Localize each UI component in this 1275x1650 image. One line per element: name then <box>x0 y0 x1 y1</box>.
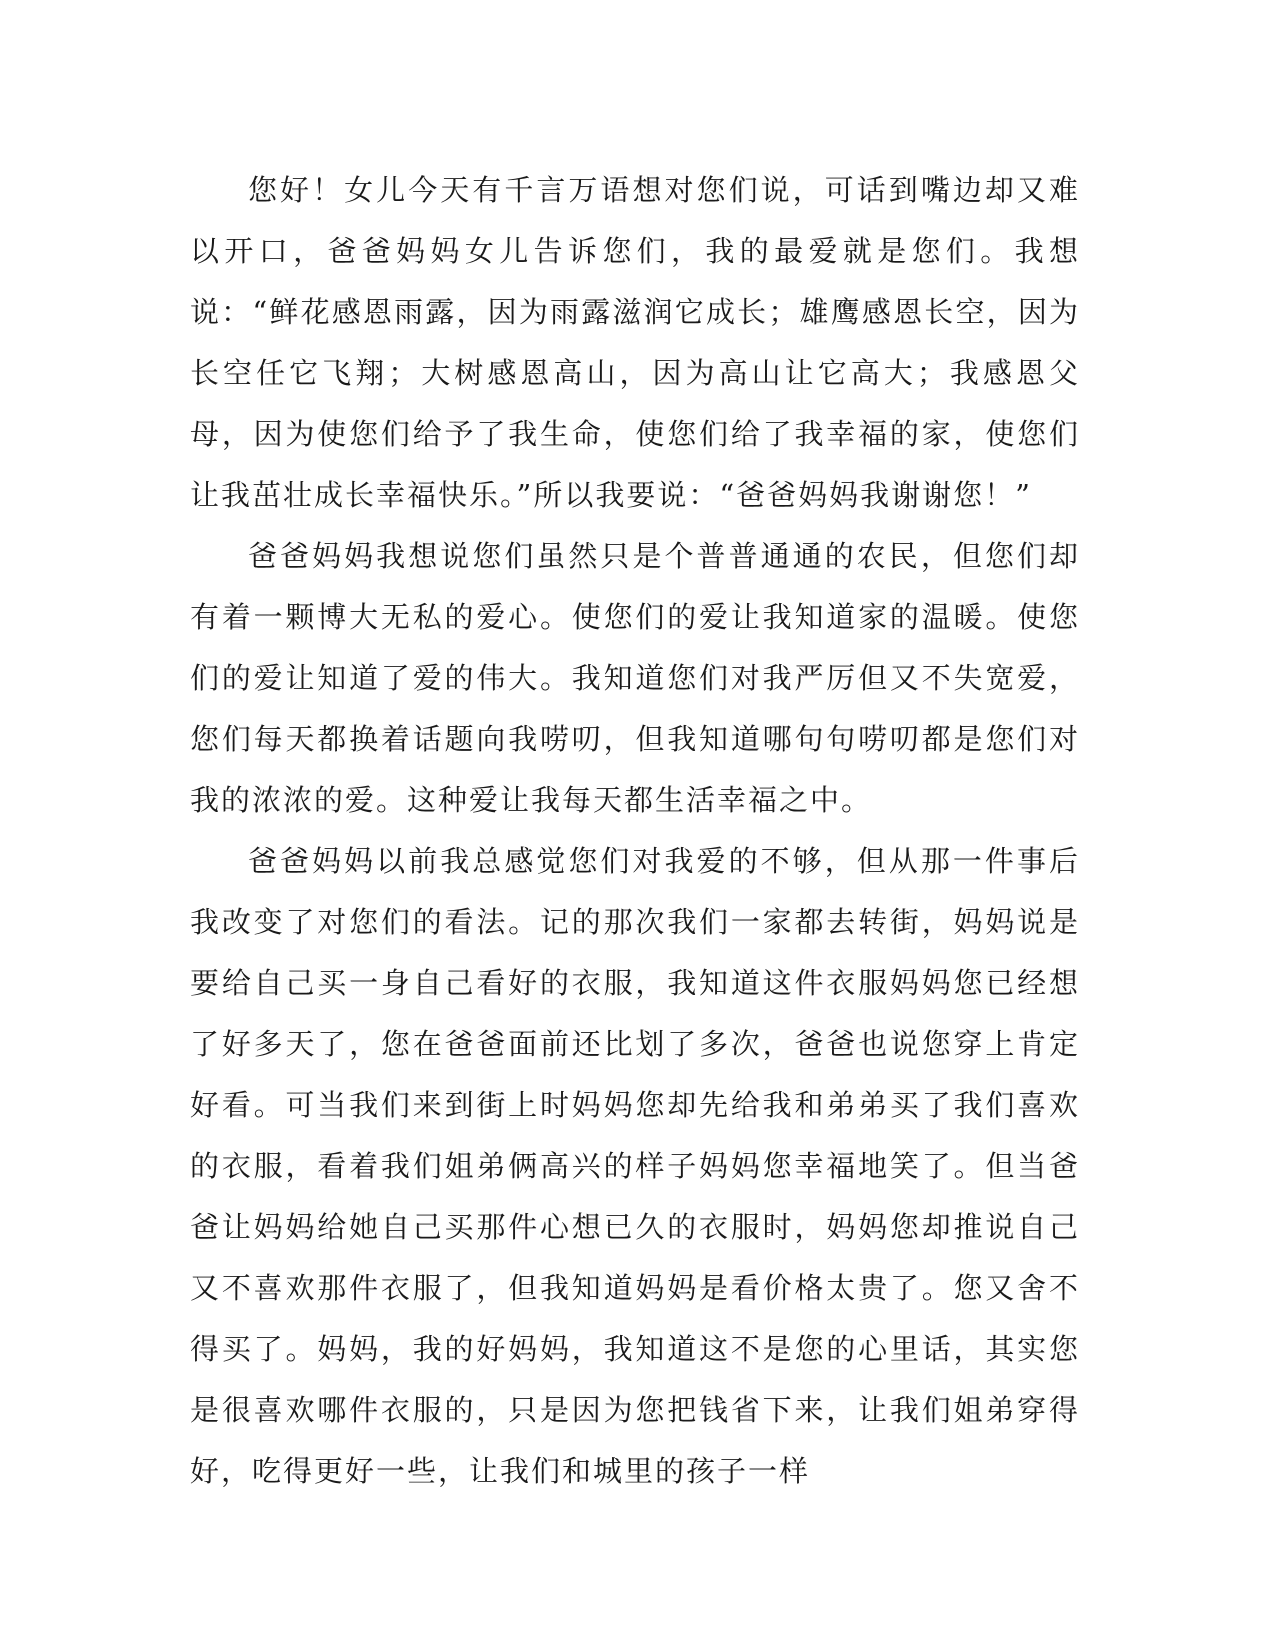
document-body <box>190 160 1080 1502</box>
paragraph-1: 您好！女儿今天有千言万语想对您们说，可话到嘴边却又难以开口，爸爸妈妈女儿告诉您们，我的最爱就是您们。我想说：“鲜花感恩雨露，因为雨露滋润它成长；雄鹰感恩长空，因为长空任它飞翔；大树感恩高山，因为高山让它高大；我感恩父母，因为使您们给予了我生命，使您们给了我幸福的家，使您们让我茁壮成长幸福快乐。”所以我要说：“爸爸妈妈我谢谢您！” <box>190 173 1080 512</box>
paragraph-3: 爸爸妈妈以前我总感觉您们对我爱的不够，但从那一件事后我改变了对您们的看法。记的那次我们一家都去转街，妈妈说是要给自己买一身自己看好的衣服，我知道这件衣服妈妈您已经想了好多天了，您在爸爸面前还比划了多次，爸爸也说您穿上肯定好看。可当我们来到街上时妈妈您却先给我和弟弟买了我们喜欢的衣服，看着我们姐弟俩高兴的样子妈妈您幸福地笑了。但当爸爸让妈妈给她自己买那件心想已久的衣服时，妈妈您却推说自己又不喜欢那件衣服了，但我知道妈妈是看价格太贵了。您又舍不得买了。妈妈，我的好妈妈，我知道这不是您的心里话，其实您是很喜欢哪件衣服的，只是因为您把钱省下来，让我们姐弟穿得好，吃得更好一些，让我们和城里的孩子一样 <box>190 844 1080 1488</box>
paragraph-2: 爸爸妈妈我想说您们虽然只是个普普通通的农民，但您们却有着一颗博大无私的爱心。使您们的爱让我知道家的温暖。使您们的爱让知道了爱的伟大。我知道您们对我严厉但又不失宽爱，您们每天都换着话题向我唠叨，但我知道哪句句唠叨都是您们对我的浓浓的爱。这种爱让我每天都生活幸福之中。 <box>190 539 1080 817</box>
